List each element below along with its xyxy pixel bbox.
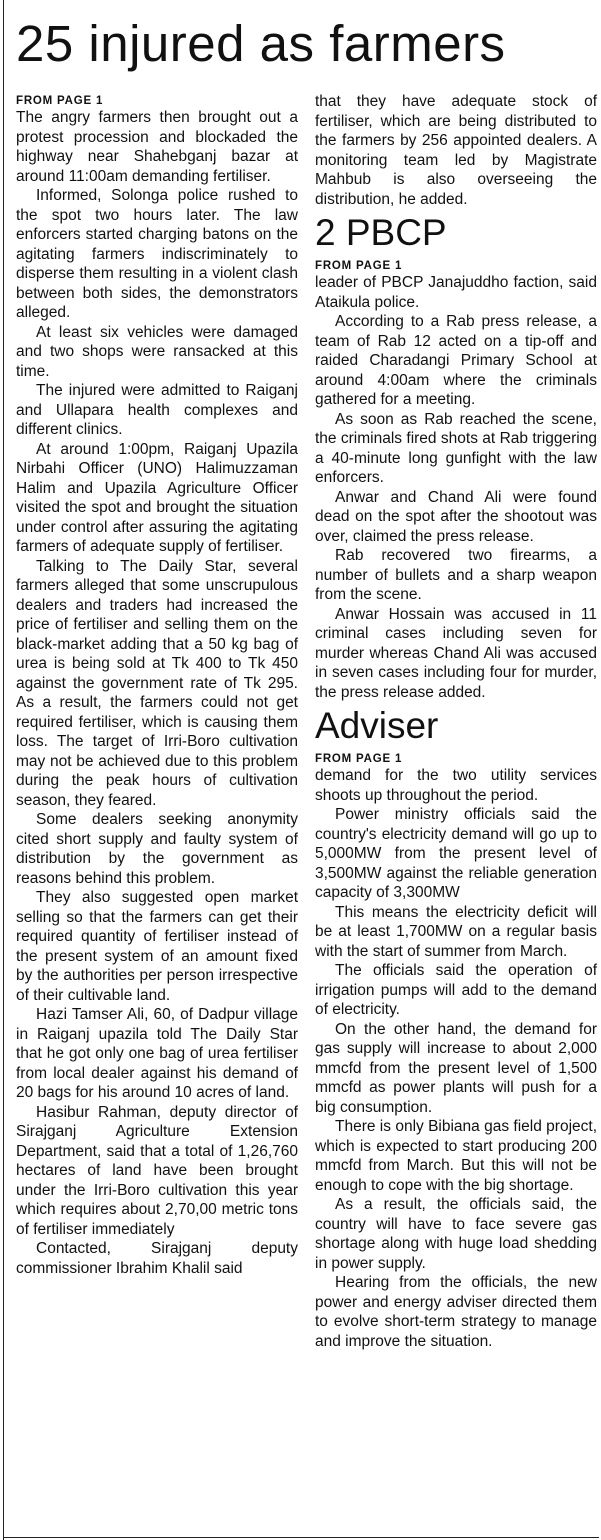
- article-paragraph: They also suggested open market selling so that the farmers can get their required quantity of fertiliser instead of the present system of an amount fixed by the authorities per person irrespective of their cultivable land.: [16, 889, 298, 1004]
- article-paragraph: Anwar Hossain was accused in 11 criminal cases including seven for murder whereas Chand Ali was accused in seven cases including four for murder, the press release added.: [315, 605, 597, 701]
- article-paragraph: Informed, Solonga police rushed to the spot two hours later. The law enforcers started charging batons on the agitating farmers indiscriminately to disperse them resulting in a violent clash between both sides, the demonstrators alleged.: [16, 187, 298, 321]
- article-paragraph: The officials said the operation of irrigation pumps will add to the demand of electricity.: [315, 962, 597, 1018]
- continuation-paragraph: that they have adequate stock of fertiliser, which are being distributed to the farmers by 256 appointed dealers. A monitoring team led by Magistrate Mahbub is also overseeing the distribution, he added.: [315, 93, 597, 208]
- subhead-adviser: Adviser: [315, 705, 439, 746]
- article-paragraph: demand for the two utility services shoots up throughout the period.: [315, 767, 597, 804]
- column-rule-left: [3, 0, 4, 1540]
- article-paragraph: The injured were admitted to Raiganj and Ullapara health complexes and different clinics.: [16, 382, 298, 438]
- kicker-from-page-1: FROM PAGE 1: [16, 95, 104, 107]
- article-paragraph: Power ministry officials said the country's electricity demand will go up to 5,000MW from the present level of 3,500MW against the reliable generation capacity of 3,300MW: [315, 806, 597, 901]
- article-paragraph: As soon as Rab reached the scene, the criminals fired shots at Rab triggering a 40-minute long gunfight with the law enforcers.: [315, 410, 597, 486]
- article-paragraph: There is only Bibiana gas field project, which is expected to start producing 200 mmcfd from March. But this will not be enough to cope with the big shortage.: [315, 1118, 597, 1194]
- article-paragraph: On the other hand, the demand for gas supply will increase to about 2,000 mmcfd from the present level of 1,500 mmcfd as power plants will push for a big consumption.: [315, 1020, 597, 1116]
- article-paragraph: Anwar and Chand Ali were found dead on the spot after the shootout was over, claimed the press release.: [315, 488, 597, 545]
- subhead-pbcp: 2 PBCP: [315, 212, 447, 253]
- right-column: [315, 92, 597, 1351]
- article-paragraph: Rab recovered two firearms, a number of bullets and a sharp weapon from the scene.: [315, 547, 597, 603]
- article-paragraph: As a result, the officials said, the country will have to face severe gas shortage along with huge load shedding in power supply.: [315, 1196, 597, 1272]
- article-paragraph: According to a Rab press release, a team of Rab 12 acted on a tip-off and raided Charadangi Primary School at around 4:00am where the criminals gathered for a meeting.: [315, 313, 597, 408]
- article-paragraph: Hasibur Rahman, deputy director of Sirajganj Agriculture Extension Department, said that a total of 1,26,760 hectares of land have been brought under the Irri-Boro cultivation this year which requires about 2,70,00 metric tons of fertiliser immediately: [16, 1103, 298, 1238]
- article-paragraph: Hearing from the officials, the new power and energy adviser directed them to evolve short-term strategy to manage and improve the situation.: [315, 1274, 597, 1350]
- article-paragraph: Hazi Tamser Ali, 60, of Dadpur village in Raiganj upazila told The Daily Star that he got only one bag of urea fertiliser from local dealer against his demand of 20 bags for his around 10 acres of land.: [16, 1006, 298, 1101]
- headline: 25 injured as farmers: [16, 15, 506, 72]
- left-column: [16, 92, 298, 1278]
- article-paragraph: At around 1:00pm, Raiganj Upazila Nirbahi Officer (UNO) Halimuzzaman Halim and Upazila Agriculture Officer visited the spot and brought the situation under control after assuring the agitating farmers of adequate supply of fertiliser.: [16, 440, 298, 555]
- kicker-from-page-1: FROM PAGE 1: [315, 753, 403, 765]
- article-paragraph: Contacted, Sirajganj deputy commissioner Ibrahim Khalil said: [16, 1240, 298, 1277]
- article-paragraph: This means the electricity deficit will be at least 1,700MW on a regular basis with the start of summer from March.: [315, 903, 597, 960]
- article-paragraph: Some dealers seeking anonymity cited short supply and faulty system of distribution by the government as reasons behind this problem.: [16, 811, 298, 887]
- column-rule-bottom: [3, 1537, 599, 1538]
- kicker-from-page-1: FROM PAGE 1: [315, 260, 403, 272]
- article-paragraph: At least six vehicles were damaged and two shops were ransacked at this time.: [16, 323, 298, 380]
- article-paragraph: leader of PBCP Janajuddho faction, said Ataikula police.: [315, 274, 597, 311]
- article-paragraph: Talking to The Daily Star, several farmers alleged that some unscrupulous dealers and traders had increased the price of fertiliser and selling them on the black-market adding that a 50 kg bag of urea is being sold at Tk 400 to Tk 450 against the government rate of Tk 295. As a result, the farmers could not get required fertiliser, which is causing them loss. The target of Irri-Boro cultivation may not be achieved due to this problem during the peak hours of cultivation season, they feared.: [16, 557, 298, 809]
- article-paragraph: The angry farmers then brought out a protest procession and blockaded the highway near Shahebganj bazar at around 11:00am demanding fertiliser.: [16, 109, 298, 185]
